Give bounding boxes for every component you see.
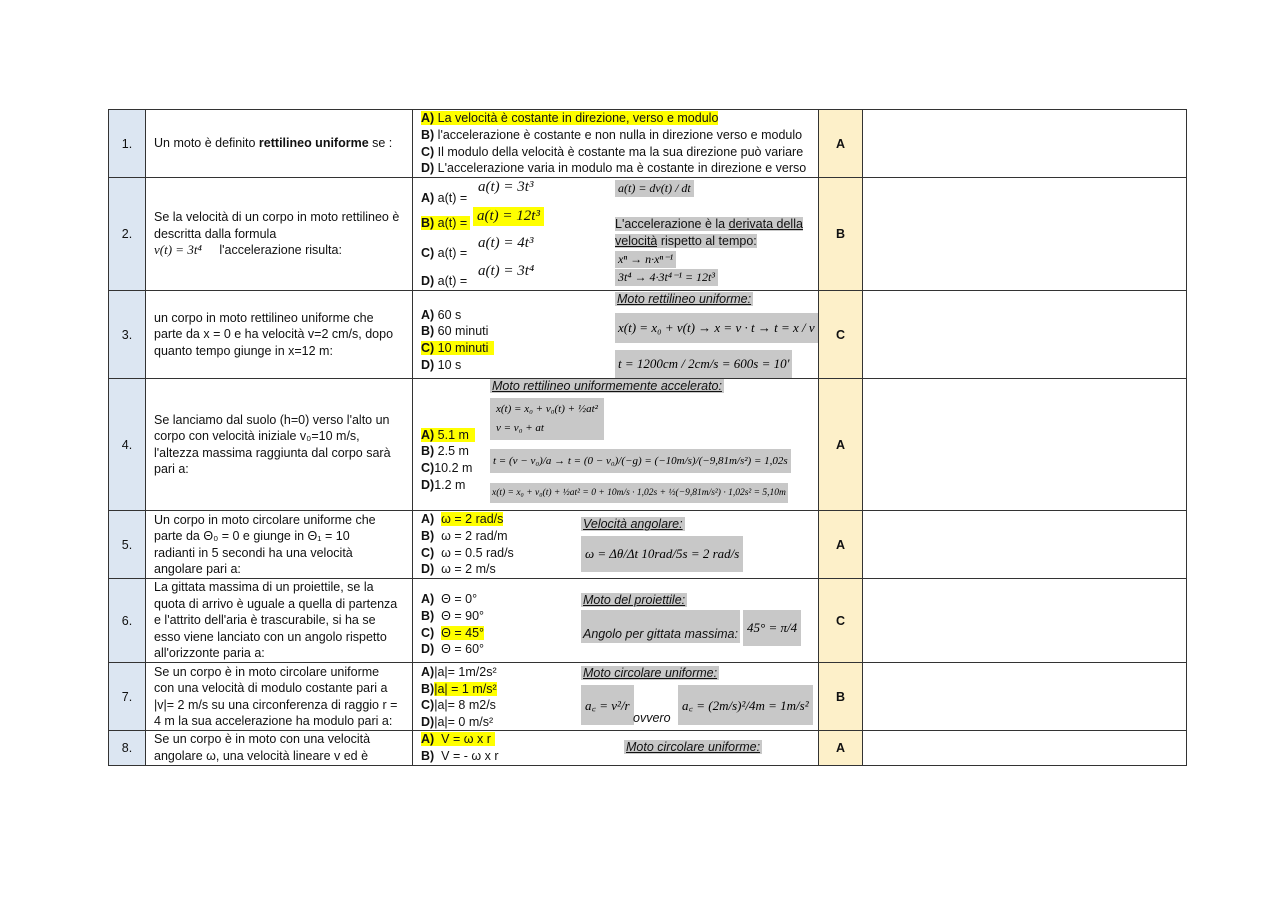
angular-velocity-formula: ω = Δθ/Δt 10rad/5s = 2 rad/s xyxy=(581,536,743,572)
option-d[interactable] xyxy=(421,274,467,288)
explanation-title: Moto del proiettile: xyxy=(583,593,686,607)
option-text: |a|= 8 m2/s xyxy=(434,698,496,713)
answer-cell: A xyxy=(819,379,863,511)
position-equation: x(t) = x₀ + v₀(t) + ½at² xyxy=(496,403,598,415)
explain-part: derivata della xyxy=(728,217,803,231)
answer-cell: C xyxy=(819,579,863,663)
option-formula: a(t) = 3t³ xyxy=(478,179,534,195)
question-text xyxy=(146,731,413,765)
question-text xyxy=(146,579,413,663)
option-text: Θ = 0° xyxy=(441,592,478,607)
option-letter: A) xyxy=(421,512,435,527)
option-text: 10 s xyxy=(434,357,462,372)
question-number: 8. xyxy=(109,731,146,765)
options-cell xyxy=(413,579,819,663)
options-cell xyxy=(413,511,819,579)
question-keyword: rettilineo uniforme xyxy=(258,136,369,151)
question-line: e l'attrito dell'aria è trascurabile, si ha se xyxy=(154,613,376,628)
options-cell xyxy=(413,110,819,178)
option-letter: C) xyxy=(421,698,435,713)
derivative-formula: a(t) = dv(t) / dt xyxy=(615,180,694,197)
option-letter: A) xyxy=(421,111,435,126)
notes-cell[interactable] xyxy=(863,291,1187,379)
option-text: V = - ω x r xyxy=(441,748,499,763)
centripetal-result-formula: a꜀ = (2m/s)²/4m = 1m/s² xyxy=(678,685,813,725)
notes-cell[interactable] xyxy=(863,379,1187,511)
option-letter: C) xyxy=(421,461,435,475)
notes-cell[interactable] xyxy=(863,731,1187,765)
option-letter: D) xyxy=(421,642,435,657)
options-cell xyxy=(413,178,819,291)
option-letter: C) xyxy=(421,246,435,260)
question-text xyxy=(146,110,413,178)
question-number: 1. xyxy=(109,110,146,178)
option-letter: C) xyxy=(421,341,435,355)
options-cell xyxy=(413,731,819,765)
table-row xyxy=(109,731,1187,765)
question-line: pari a: xyxy=(154,462,189,476)
option-letter: C) xyxy=(421,545,435,560)
question-number: 7. xyxy=(109,663,146,731)
option-c[interactable] xyxy=(421,246,467,260)
notes-cell[interactable] xyxy=(863,178,1187,291)
question-line: La gittata massima di un proiettile, se la xyxy=(154,580,374,595)
derivative-result-formula: 3t⁴ → 4·3t⁴⁻¹ = 12t³ xyxy=(615,269,718,286)
option-text: 10 minuti xyxy=(434,341,489,355)
question-line: esso viene lanciato con un angolo rispetto xyxy=(154,629,387,644)
uniform-motion-formula: x(t) = x₀ + v(t) → x = v · t → t = x / v xyxy=(615,313,818,343)
options-cell xyxy=(413,663,819,731)
option-text: Θ = 90° xyxy=(441,608,485,623)
table-row xyxy=(109,110,1187,178)
question-number: 6. xyxy=(109,579,146,663)
option-text: 1.2 m xyxy=(434,477,466,492)
question-line: un corpo in moto rettilineo uniforme che xyxy=(154,310,374,325)
option-c[interactable] xyxy=(421,144,818,161)
question-text xyxy=(146,663,413,731)
time-calculation-formula: t = 1200cm / 2cm/s = 600s = 10' xyxy=(615,350,792,378)
option-letter: A) xyxy=(421,592,435,607)
answer-cell: B xyxy=(819,663,863,731)
notes-cell[interactable] xyxy=(863,110,1187,178)
question-line: l'altezza massima raggiunta dal corpo sarà xyxy=(154,445,391,460)
option-text: ω = 0.5 rad/s xyxy=(441,545,514,560)
option-letter: B) xyxy=(421,324,435,339)
velocity-equation: v = v₀ + at xyxy=(496,422,544,434)
question-line: descritta dalla formula xyxy=(154,226,277,241)
option-letter: B) xyxy=(421,444,435,459)
explanation-title: Moto rettilineo uniforme: xyxy=(617,292,752,306)
option-letter: B) xyxy=(421,608,435,623)
option-text: La velocità è costante in direzione, verso e modulo xyxy=(434,111,719,126)
option-text: |a|= 0 m/s² xyxy=(434,714,494,729)
option-text: a(t) = xyxy=(434,274,468,288)
option-letter: C) xyxy=(421,625,435,640)
option-letter: B) xyxy=(421,681,435,696)
explain-part: velocità xyxy=(615,234,658,248)
table-row xyxy=(109,379,1187,511)
explanation-text xyxy=(615,216,803,250)
option-text: ω = 2 m/s xyxy=(441,562,496,577)
option-text: a(t) = xyxy=(434,246,468,260)
question-text xyxy=(146,511,413,579)
question-line: quota di arrivo è uguale a quella di partenza xyxy=(154,596,398,611)
option-letter: A) xyxy=(421,191,435,205)
question-number: 2. xyxy=(109,178,146,291)
option-text: ω = 2 rad/s xyxy=(441,512,504,527)
explain-part: rispetto al tempo: xyxy=(657,234,757,248)
option-letter: D) xyxy=(421,714,435,729)
option-text: |a| = 1 m/s² xyxy=(434,681,497,696)
option-text: ω = 2 rad/m xyxy=(441,528,508,543)
option-a[interactable] xyxy=(421,191,467,205)
option-d[interactable] xyxy=(421,160,818,177)
max-range-angle-formula: 45° = π/4 xyxy=(743,610,801,646)
option-text: 2.5 m xyxy=(434,444,469,459)
option-letter: B) xyxy=(421,127,435,142)
option-formula: a(t) = 3t⁴ xyxy=(478,263,535,279)
question-line: angolare pari a: xyxy=(154,562,241,576)
option-letter: D) xyxy=(421,357,435,372)
option-text: l'accelerazione è costante e non nulla in direzione verso e modulo xyxy=(434,127,803,142)
option-b[interactable] xyxy=(421,127,818,144)
question-line: 4 m la sua accelerazione ha modulo pari a: xyxy=(154,714,393,729)
power-rule-formula: xⁿ → n·xⁿ⁻¹ xyxy=(615,251,676,268)
explanation-title: Velocità angolare: xyxy=(583,517,683,531)
option-text: 10.2 m xyxy=(434,461,473,475)
option-text: 60 minuti xyxy=(434,324,489,339)
question-number: 3. xyxy=(109,291,146,379)
option-letter: D) xyxy=(421,161,435,176)
answer-cell: A xyxy=(819,511,863,579)
answer-cell: A xyxy=(819,731,863,765)
question-line: Se un corpo è in moto circolare uniforme xyxy=(154,664,380,679)
question-line: Se lanciamo dal suolo (h=0) verso l'alto un xyxy=(154,412,390,427)
option-text: a(t) = xyxy=(434,216,468,230)
option-letter: D) xyxy=(421,562,435,577)
question-part: Un moto è definito xyxy=(154,136,259,151)
options-cell xyxy=(413,291,819,379)
option-formula: a(t) = 4t³ xyxy=(478,235,534,251)
table-row xyxy=(109,178,1187,291)
question-line: Se la velocità di un corpo in moto rettilineo è xyxy=(154,210,400,225)
table-row xyxy=(109,663,1187,731)
question-line: all'orizzonte paria a: xyxy=(154,646,265,661)
option-text: L'accelerazione varia in modulo ma è costante in direzione e verso xyxy=(434,161,807,176)
option-letter: B) xyxy=(421,748,435,763)
question-line: con una velocità di modulo costante pari a xyxy=(154,681,388,696)
height-formula: x(t) = x₀ + v₀(t) + ½at² = 0 + 10m/s · 1,02s + ½(−9,81m/s²) · 1,02s² = 5,10m xyxy=(490,483,788,503)
option-b[interactable] xyxy=(421,216,470,230)
explain-part: L'accelerazione è la xyxy=(615,217,729,231)
question-line: l'accelerazione risulta: xyxy=(219,243,342,258)
option-letter: B) xyxy=(421,528,435,543)
option-text: |a|= 1m/2s² xyxy=(434,665,497,679)
option-text: Θ = 45° xyxy=(441,625,485,640)
centripetal-formula: a꜀ = v²/r xyxy=(581,685,634,725)
option-text: Θ = 60° xyxy=(441,642,485,657)
question-line: parte da Θ₀ = 0 e giunge in Θ₁ = 10 xyxy=(154,529,350,543)
question-line: Se un corpo è in moto con una velocità xyxy=(154,732,371,747)
ovvero-text: ovvero xyxy=(633,711,671,725)
explanation-title: Moto circolare uniforme: xyxy=(583,666,718,680)
question-text xyxy=(146,291,413,379)
question-line: radianti in 5 secondi ha una velocità xyxy=(154,545,353,560)
notes-cell[interactable] xyxy=(863,663,1187,731)
kinematics-system xyxy=(490,398,604,440)
option-letter: C) xyxy=(421,144,435,159)
question-line: quanto tempo giunge in x=12 m: xyxy=(154,343,333,358)
time-formula: t = (v − v₀)/a → t = (0 − v₀)/(−g) = (−10m/s)/(−9,81m/s²) = 1,02s xyxy=(490,449,791,473)
table-row xyxy=(109,579,1187,663)
answer-cell: B xyxy=(819,178,863,291)
table-row xyxy=(109,291,1187,379)
question-line: angolare ω, una velocità lineare v ed è xyxy=(154,748,369,763)
option-text: 5.1 m xyxy=(434,427,469,442)
notes-cell[interactable] xyxy=(863,579,1187,663)
option-text: a(t) = xyxy=(434,191,468,205)
option-a[interactable] xyxy=(421,427,818,444)
quiz-table xyxy=(108,109,1187,766)
answer-cell: A xyxy=(819,110,863,178)
option-letter: B) xyxy=(421,216,435,230)
answer-cell: C xyxy=(819,291,863,379)
option-text: Il modulo della velocità è costante ma la sua direzione può variare xyxy=(434,144,804,159)
question-text xyxy=(146,178,413,291)
option-text: V = ω x r xyxy=(441,732,491,747)
options-cell xyxy=(413,379,819,511)
option-letter: A) xyxy=(421,732,435,747)
question-number: 4. xyxy=(109,379,146,511)
explanation-title: Moto rettilineo uniformemente accelerato: xyxy=(492,379,722,393)
option-formula: a(t) = 12t³ xyxy=(473,207,544,226)
question-line: |v|= 2 m/s su una circonferenza di raggio r = xyxy=(154,697,398,712)
question-text xyxy=(146,379,413,511)
question-line: Un corpo in moto circolare uniforme che xyxy=(154,512,376,527)
notes-cell[interactable] xyxy=(863,511,1187,579)
option-letter: A) xyxy=(421,307,435,322)
question-line: parte da x = 0 e ha velocità v=2 cm/s, dopo xyxy=(154,327,394,342)
table-row xyxy=(109,511,1187,579)
explanation-title: Moto circolare uniforme: xyxy=(626,740,761,755)
question-line: corpo con velocità iniziale v₀=10 m/s, xyxy=(154,429,360,443)
question-number: 5. xyxy=(109,511,146,579)
option-a[interactable] xyxy=(421,110,818,127)
option-letter: A) xyxy=(421,665,435,679)
option-letter: A) xyxy=(421,427,435,442)
explanation-text: Angolo per gittata massima: xyxy=(581,610,740,643)
question-part: se : xyxy=(368,136,393,151)
option-letter: D) xyxy=(421,274,435,288)
question-formula: v(t) = 3t⁴ xyxy=(154,242,202,258)
option-letter: D) xyxy=(421,477,435,492)
option-text: 60 s xyxy=(434,307,462,322)
